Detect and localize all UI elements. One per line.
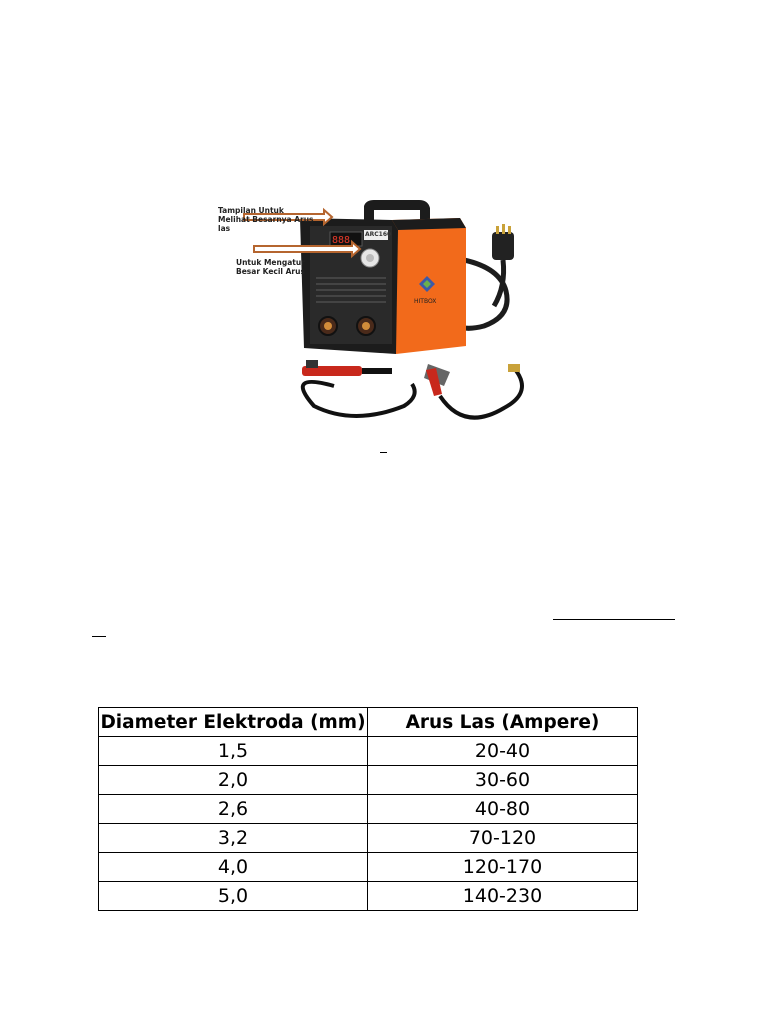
display-annotation: Tampilan Untuk Melihat Besarnya Arus las bbox=[218, 206, 314, 233]
table-row bbox=[99, 737, 638, 766]
table-row bbox=[99, 824, 638, 853]
table-row bbox=[99, 766, 638, 795]
current-cell: 140-230 bbox=[368, 882, 638, 911]
diameter-cell: 5,0 bbox=[99, 882, 368, 911]
current-cell: 120-170 bbox=[368, 853, 638, 882]
column-header-current: Arus Las (Ampere) bbox=[368, 708, 638, 737]
current-cell: 70-120 bbox=[368, 824, 638, 853]
current-cell: 20-40 bbox=[368, 737, 638, 766]
current-cell: 40-80 bbox=[368, 795, 638, 824]
svg-text:888: 888 bbox=[332, 235, 351, 246]
panel-label: ARC160 bbox=[365, 231, 392, 238]
underline-blank bbox=[553, 619, 675, 620]
electrode-current-table bbox=[98, 707, 638, 911]
table-row bbox=[99, 853, 638, 882]
diameter-cell: 2,6 bbox=[99, 795, 368, 824]
brand-label: HITBOX bbox=[414, 298, 437, 305]
table-header-row bbox=[99, 708, 638, 737]
column-header-diameter: Diameter Elektroda (mm) bbox=[99, 708, 368, 737]
table-row bbox=[99, 882, 638, 911]
welding-machine-figure bbox=[214, 196, 534, 428]
diameter-cell: 1,5 bbox=[99, 737, 368, 766]
current-cell: 30-60 bbox=[368, 766, 638, 795]
table-row bbox=[99, 795, 638, 824]
diameter-cell: 4,0 bbox=[99, 853, 368, 882]
diameter-cell: 2,0 bbox=[99, 766, 368, 795]
underline-blank-continued bbox=[92, 636, 106, 637]
diameter-cell: 3,2 bbox=[99, 824, 368, 853]
knob-annotation: Untuk Mengatur Besar Kecil Arus bbox=[236, 258, 305, 276]
caption-mark bbox=[380, 452, 387, 453]
